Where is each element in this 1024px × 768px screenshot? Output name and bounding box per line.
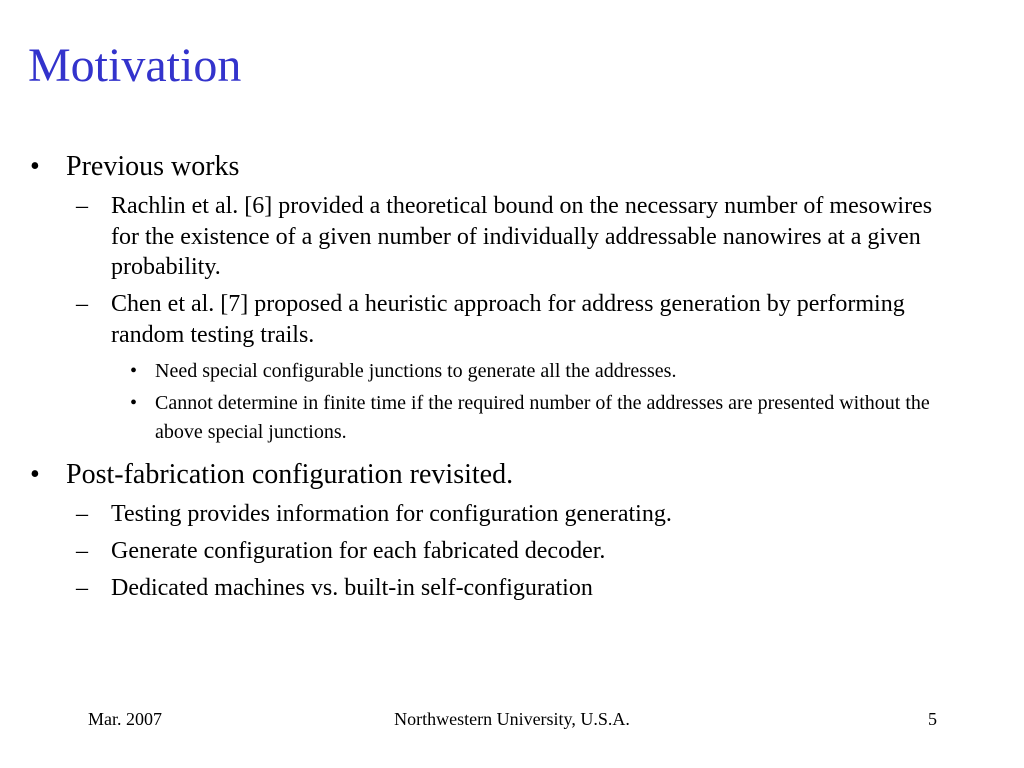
- sub-bullet-testing: [0, 499, 1024, 530]
- bullet-marker: •: [130, 392, 138, 414]
- bullet-text: Post-fabrication configuration revisited.: [66, 459, 514, 490]
- dash-marker: –: [76, 538, 88, 564]
- sub-bullet-generate: [0, 536, 1024, 567]
- sub-sub-bullet-text: Need special configurable junctions to generate all the addresses.: [155, 359, 677, 382]
- footer-institution: Northwestern University, U.S.A.: [394, 709, 630, 729]
- dash-marker: –: [76, 501, 88, 527]
- footer-page-number: 5: [928, 709, 937, 729]
- bullet-previous-works: [0, 150, 1024, 183]
- bullet-marker: •: [30, 459, 40, 490]
- footer-date: Mar. 2007: [88, 709, 162, 729]
- bullet-post-fabrication: [0, 458, 1024, 491]
- dash-marker: –: [76, 575, 88, 601]
- sub-bullet-text: Rachlin et al. [6] provided a theoretical bound on the necessary number of mesowires for the existence of a given number of individually addressable nanowires at a given probability.: [111, 193, 933, 280]
- sub-bullet-rachlin: [0, 191, 1024, 283]
- sub-bullet-chen: [0, 289, 1024, 350]
- bullet-marker: •: [30, 151, 40, 182]
- sub-bullet-text: Chen et al. [7] proposed a heuristic approach for address generation by performing random testing trails.: [111, 291, 905, 348]
- sub-sub-bullet-special-junctions: [0, 357, 1024, 386]
- slide-title: Motivation: [28, 39, 242, 92]
- sub-bullet-text: Generate configuration for each fabricated decoder.: [111, 538, 606, 564]
- sub-sub-bullet-finite-time: [0, 389, 1024, 446]
- bullet-marker: •: [130, 359, 138, 382]
- sub-sub-bullet-text: Cannot determine in finite time if the required number of the addresses are presented without the above special junctions.: [155, 392, 930, 443]
- sub-bullet-text: Testing provides information for configuration generating.: [111, 501, 672, 527]
- bullet-text: Previous works: [66, 151, 240, 182]
- dash-marker: –: [76, 193, 88, 219]
- dash-marker: –: [76, 291, 88, 317]
- sub-bullet-dedicated: [0, 573, 1024, 604]
- sub-bullet-text: Dedicated machines vs. built-in self-configuration: [111, 575, 593, 601]
- slide-content: [0, 150, 1024, 610]
